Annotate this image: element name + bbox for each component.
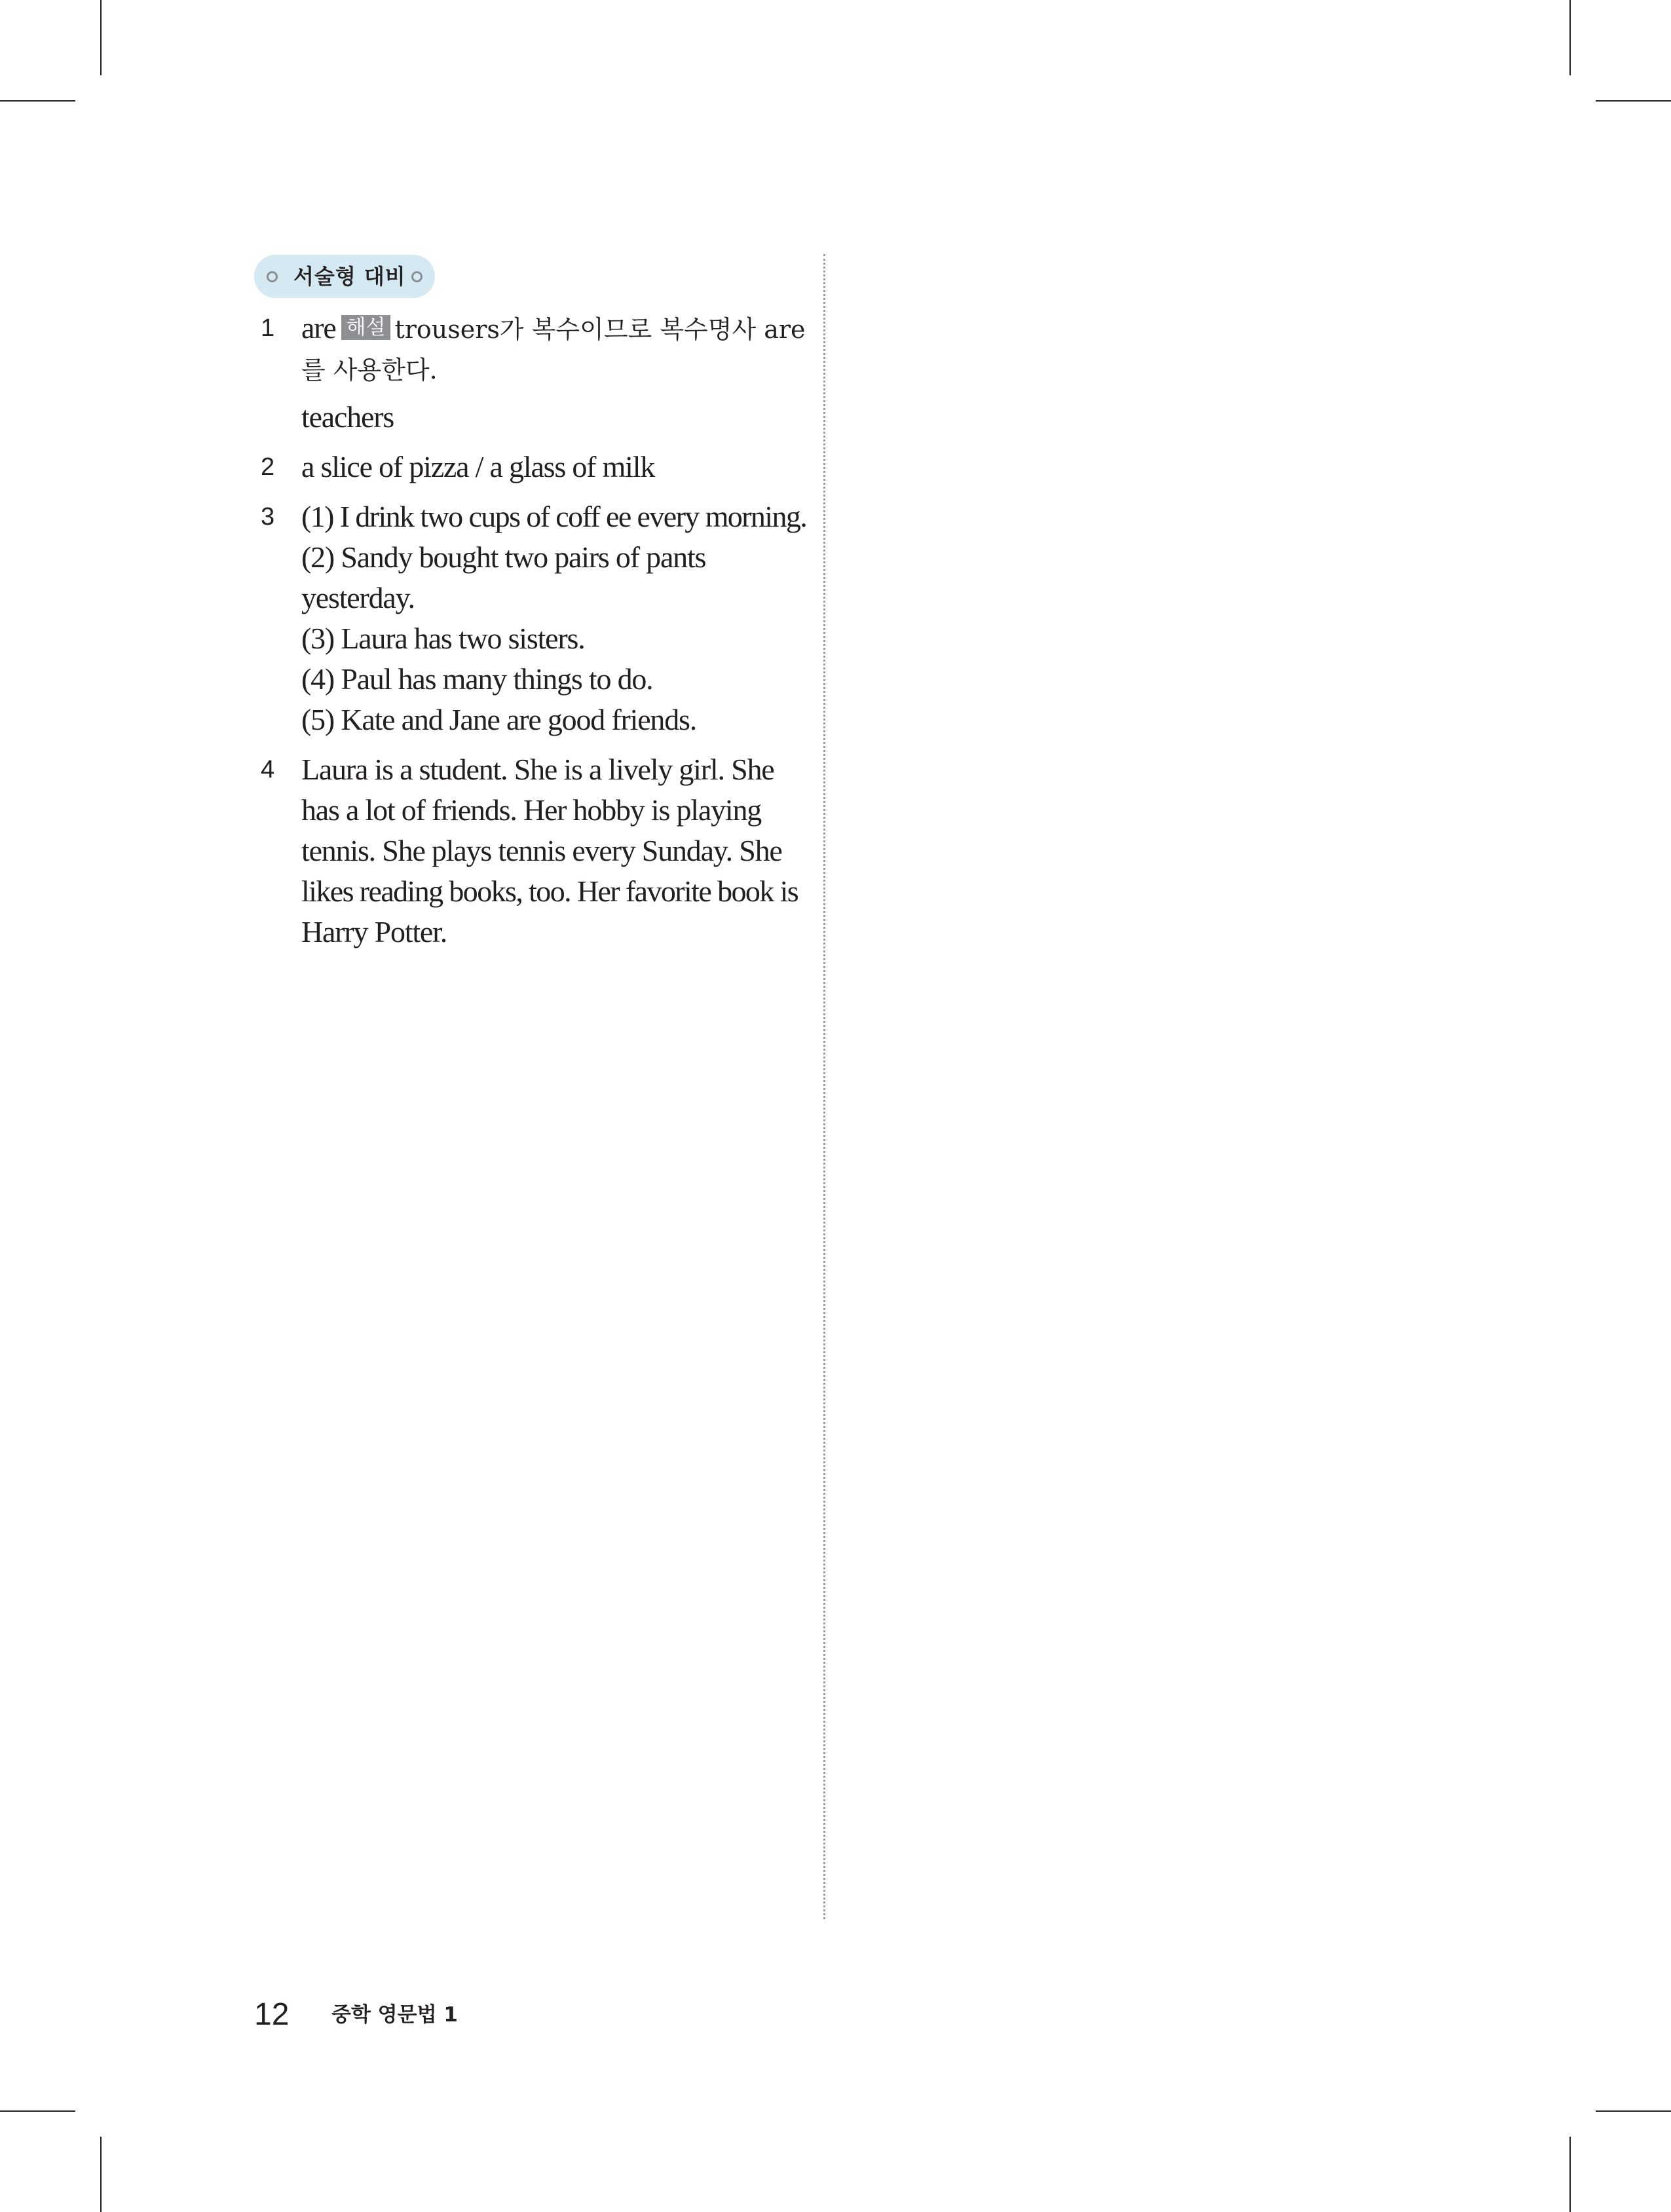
crop-mark xyxy=(1569,0,1571,75)
crop-mark xyxy=(0,100,75,102)
section-badge xyxy=(254,255,435,298)
explanation-text: trousers가 복수이므로 복수명사 are xyxy=(394,315,806,344)
answer-word: are xyxy=(301,311,336,345)
answer-line: (1) I drink two cups of coff ee every morning. xyxy=(301,500,807,533)
explanation-text: 를 사용한다. xyxy=(301,356,438,384)
answer-line: yesterday. xyxy=(301,581,415,614)
answer-number: 4 xyxy=(261,756,275,783)
answer-number: 3 xyxy=(261,503,275,531)
circle-bullet-icon xyxy=(411,271,422,282)
answer-line: has a lot of friends. Her hobby is playing xyxy=(301,793,762,827)
answer-line: teachers xyxy=(301,400,394,434)
answer-line: a slice of pizza / a glass of milk xyxy=(301,450,655,483)
answer-item xyxy=(261,308,806,438)
answer-line: likes reading books, too. Her favorite book is xyxy=(301,874,798,908)
crop-mark xyxy=(100,0,102,75)
crop-mark xyxy=(1569,2137,1571,2212)
answer-item xyxy=(261,497,807,740)
answer-line xyxy=(301,308,806,350)
crop-mark xyxy=(1596,2110,1671,2112)
answer-line: (3) Laura has two sisters. xyxy=(301,622,585,655)
book-title: 중학 영문법 1 xyxy=(331,2003,458,2027)
section-title: 서술형 대비 xyxy=(293,264,406,289)
answer-line: Harry Potter. xyxy=(301,915,447,948)
crop-mark xyxy=(100,2137,102,2212)
answer-line: tennis. She plays tennis every Sunday. She xyxy=(301,834,782,867)
answer-list xyxy=(261,308,807,962)
column-divider xyxy=(823,254,825,1919)
crop-mark xyxy=(1596,100,1671,102)
answer-line: (2) Sandy bought two pairs of pants xyxy=(301,540,706,574)
crop-mark xyxy=(0,2110,75,2112)
answer-item xyxy=(261,447,793,487)
answer-line: Laura is a student. She is a lively girl. She xyxy=(301,753,774,786)
answer-line: (4) Paul has many things to do. xyxy=(301,662,653,696)
answer-item xyxy=(261,749,798,952)
explanation-tag: 해설 xyxy=(341,315,391,340)
answer-line: (5) Kate and Jane are good friends. xyxy=(301,703,697,736)
answer-number: 1 xyxy=(261,314,275,342)
answer-number: 2 xyxy=(261,453,275,481)
page-number: 12 xyxy=(254,1997,290,2032)
circle-bullet-icon xyxy=(267,271,278,282)
